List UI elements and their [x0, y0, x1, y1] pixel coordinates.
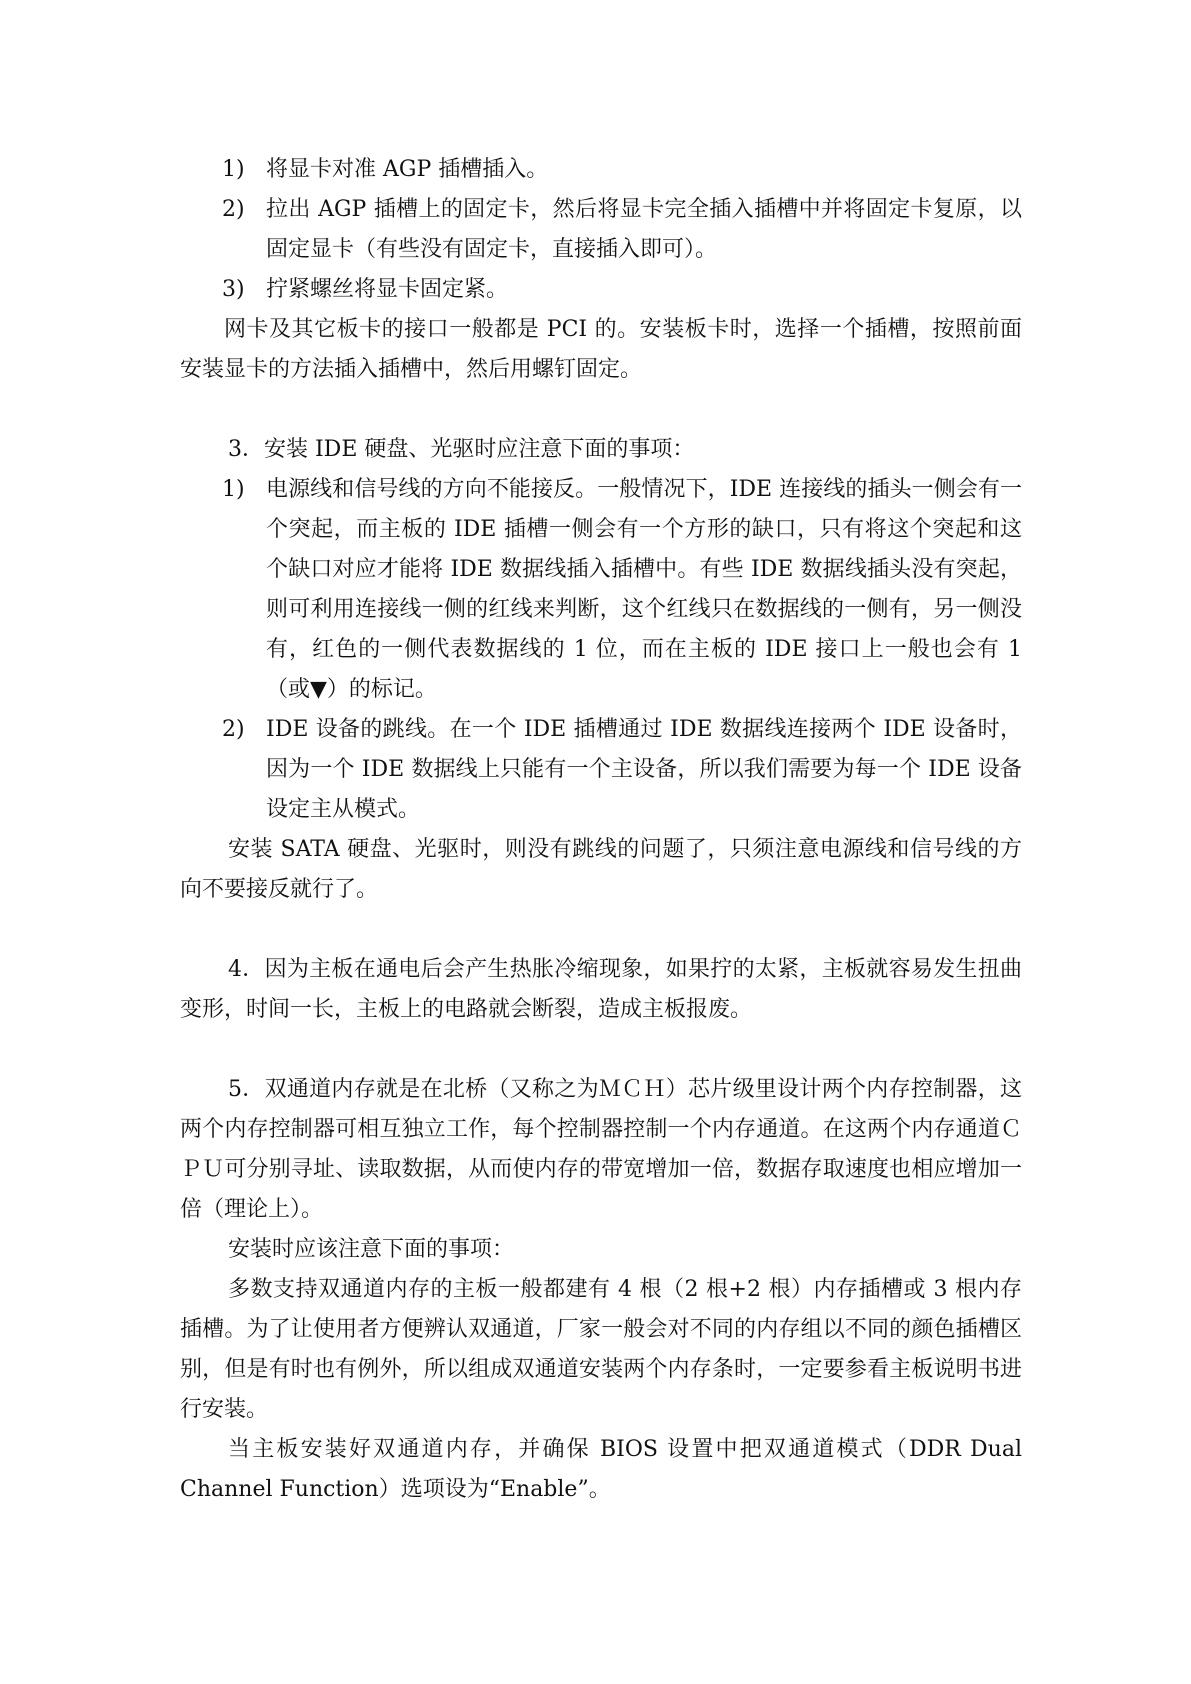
list-text: 拧紧螺丝将显卡固定紧。 — [266, 277, 509, 302]
gpu-step — [180, 190, 1022, 270]
spacer — [180, 910, 1022, 950]
list-number: 1) — [222, 477, 245, 502]
section5-bios: 当主板安装好双通道内存，并确保 BIOS 设置中把双通道模式（DDR Dual Channel Function）选项设为“Enable”。 — [180, 1437, 1022, 1502]
section5-slots: 多数支持双通道内存的主板一般都建有 4 根（2 根+2 根）内存插槽或 3 根内存插槽。为了让使用者方便辨认双通道，厂家一般会对不同的内存组以不同的颜色插槽区别，但是有时也有例外，所以组成双通道安装两个内存条时，一定要参看主板说明书进行安装。 — [180, 1277, 1022, 1422]
list-number: 2) — [222, 197, 245, 222]
section5-intro: 5．双通道内存就是在北桥（又称之为ＭＣＨ）芯片级里设计两个内存控制器，这两个内存控制器可相互独立工作，每个控制器控制一个内存通道。在这两个内存通道ＣＰＵ可分别寻址、读取数据，从而使内存的带宽增加一倍，数据存取速度也相应增加一倍（理论上）。 — [180, 1077, 1022, 1222]
list-text: 电源线和信号线的方向不能接反。一般情况下，IDE 连接线的插头一侧会有一个突起，而主板的 IDE 插槽一侧会有一个方形的缺口，只有将这个突起和这个缺口对应才能将 IDE 数据线插入插槽中。有些 IDE 数据线插头没有突起，则可利用连接线一侧的红线来判断，这个红线只在数据线的一侧有，另一侧没有，红色的一侧代表数据线的 1 位，而在主板的 IDE 接口上一般也会有 1（或▼）的标记。 — [266, 477, 1022, 702]
spacer — [180, 1030, 1022, 1070]
section3-heading: 3．安装 IDE 硬盘、光驱时应注意下面的事项： — [228, 437, 695, 462]
section4-paragraph: 4．因为主板在通电后会产生热胀冷缩现象，如果拧的太紧，主板就容易发生扭曲变形，时间一长，主板上的电路就会断裂，造成主板报废。 — [180, 957, 1022, 1022]
pci-paragraph: 网卡及其它板卡的接口一般都是 PCI 的。安装板卡时，选择一个插槽，按照前面安装显卡的方法插入插槽中，然后用螺钉固定。 — [180, 317, 1022, 382]
ide-note — [180, 470, 1022, 710]
sata-note: 安装 SATA 硬盘、光驱时，则没有跳线的问题了，只须注意电源线和信号线的方向不要接反就行了。 — [180, 837, 1022, 902]
document-page — [180, 150, 1022, 1510]
gpu-step — [180, 150, 1022, 190]
list-text: 拉出 AGP 插槽上的固定卡，然后将显卡完全插入插槽中并将固定卡复原，以固定显卡（有些没有固定卡，直接插入即可）。 — [266, 197, 1022, 262]
list-number: 2) — [222, 717, 245, 742]
spacer — [180, 390, 1022, 430]
list-text: 将显卡对准 AGP 插槽插入。 — [266, 157, 549, 182]
gpu-step — [180, 270, 1022, 310]
list-number: 1) — [222, 157, 245, 182]
list-text: IDE 设备的跳线。在一个 IDE 插槽通过 IDE 数据线连接两个 IDE 设备时，因为一个 IDE 数据线上只能有一个主设备，所以我们需要为每一个 IDE 设备设定主从模式。 — [266, 717, 1022, 822]
section5-notes-heading: 安装时应该注意下面的事项： — [228, 1237, 515, 1262]
ide-note — [180, 710, 1022, 830]
list-number: 3) — [222, 277, 245, 302]
